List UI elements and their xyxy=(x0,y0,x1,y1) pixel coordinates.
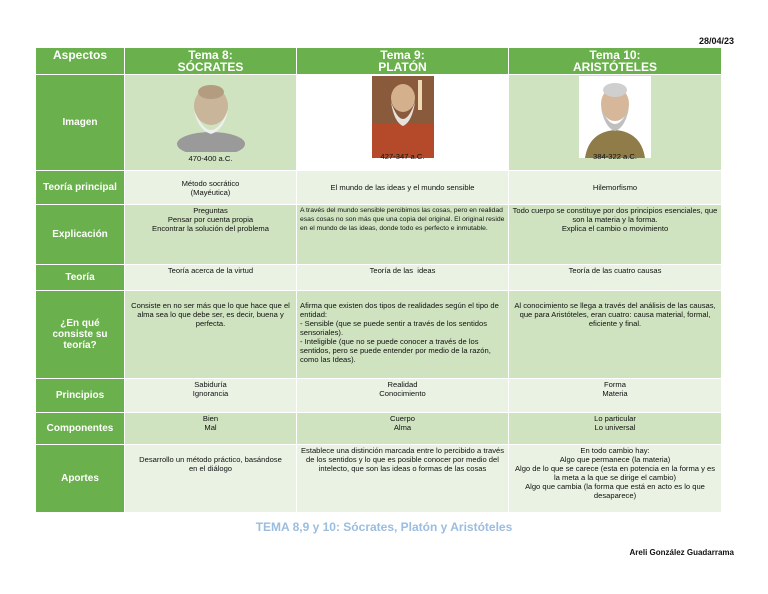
comparison-table xyxy=(35,47,722,513)
cell-aportes-platon: Establece una distinción marcada entre lo percibido a través de los sentidos y lo que es posible conocer por medio del intelecto, que son las ideas o formas de las cosas xyxy=(297,445,509,513)
cell-imagen-platon xyxy=(297,75,509,171)
socrates-portrait-image xyxy=(174,80,248,152)
row-explicacion xyxy=(36,205,722,265)
header-platon xyxy=(297,48,509,75)
row-aportes xyxy=(36,445,722,513)
cell-explicacion-aristoteles: Todo cuerpo se constituye por dos principios esenciales, que son la materia y la forma. Explica el cambio o movimiento xyxy=(509,205,722,265)
cell-explicacion-socrates: Preguntas Pensar por cuenta propia Encontrar la solución del problema xyxy=(125,205,297,265)
row-teoria-principal xyxy=(36,171,722,205)
cell-explicacion-platon: A través del mundo sensible percibimos las cosas, pero en realidad esas cosas no son más que una copia del original. El original reside en el mundo de las ideas, donde todo es perfecto e inmutable. xyxy=(297,205,509,265)
rowhead-consiste: ¿En qué consiste su teoría? xyxy=(36,291,125,379)
rowhead-explicacion: Explicación xyxy=(36,205,125,265)
header-socrates xyxy=(125,48,297,75)
cell-imagen-aristoteles xyxy=(509,75,722,171)
rowhead-componentes: Componentes xyxy=(36,413,125,445)
cell-teoria-principal-platon: El mundo de las ideas y el mundo sensible xyxy=(297,171,509,205)
cell-teoria-socrates: Teoría acerca de la virtud xyxy=(125,265,297,291)
header-socrates-topic: Tema 8: xyxy=(188,48,233,62)
aristoteles-dates: 384-322 a.C. xyxy=(593,152,637,161)
cell-consiste-aristoteles: Al conocimiento se llega a través del análisis de las causas, que para Aristóteles, eran cuatro: causa material, formal, eficiente y final. xyxy=(509,291,722,379)
cell-principios-aristoteles: Forma Materia xyxy=(509,379,722,413)
cell-componentes-platon: Cuerpo Alma xyxy=(297,413,509,445)
header-aristoteles xyxy=(509,48,722,75)
platon-portrait-image xyxy=(372,76,434,158)
cell-consiste-socrates: Consiste en no ser más que lo que hace que el alma sea lo que debe ser, es decir, buena y perfecta. xyxy=(125,291,297,379)
header-aristoteles-topic: Tema 10: xyxy=(589,48,641,62)
rowhead-teoria-principal: Teoría principal xyxy=(36,171,125,205)
cell-componentes-socrates: Bien Mal xyxy=(125,413,297,445)
document-title: TEMA 8,9 y 10: Sócrates, Platón y Aristóteles xyxy=(255,520,513,534)
row-teoria xyxy=(36,265,722,291)
cell-teoria-platon: Teoría de las ideas xyxy=(297,265,509,291)
row-consiste xyxy=(36,291,722,379)
row-componentes xyxy=(36,413,722,445)
cell-aportes-aristoteles: En todo cambio hay: Algo que permanece (la materia) Algo de lo que se carece (esta en potencia en la forma y es la meta a la que se dirige el cambio) Algo que cambia (la forma que está en acto es lo que desaparece) xyxy=(509,445,722,513)
cell-imagen-socrates xyxy=(125,75,297,171)
header-platon-topic: Tema 9: xyxy=(380,48,425,62)
cell-consiste-platon: Afirma que existen dos tipos de realidades según el tipo de entidad: - Sensible (que se puede sentir a través de los sentidos sensoriales). - Inteligible (que no se puede conocer a través de los sentidos, pero se puede entender por medio de la razón, como las Ideas). xyxy=(297,291,509,379)
header-aristoteles-name: ARISTÓTELES xyxy=(572,60,657,74)
socrates-dates: 470-400 a.C. xyxy=(188,154,233,163)
cell-teoria-aristoteles: Teoría de las cuatro causas xyxy=(509,265,722,291)
cell-principios-platon: Realidad Conocimiento xyxy=(297,379,509,413)
rowhead-imagen: Imagen xyxy=(36,75,125,171)
header-platon-name: PLATÓN xyxy=(378,60,427,74)
rowhead-aportes: Aportes xyxy=(36,445,125,513)
cell-principios-socrates: Sabiduría Ignorancia xyxy=(125,379,297,413)
aristoteles-portrait-image xyxy=(579,76,651,158)
header-socrates-name: SÓCRATES xyxy=(177,60,244,74)
cell-aportes-socrates: Desarrollo un método práctico, basándose en el diálogo xyxy=(125,445,297,513)
rowhead-principios: Principios xyxy=(36,379,125,413)
header-aspects: Aspectos xyxy=(36,48,125,75)
platon-dates: 427-347 a.C. xyxy=(380,152,425,161)
row-imagen xyxy=(36,75,722,171)
date: 28/04/23 xyxy=(698,36,734,46)
cell-componentes-aristoteles: Lo particular Lo universal xyxy=(509,413,722,445)
author-name: Areli González Guadarrama xyxy=(629,548,734,557)
cell-teoria-principal-aristoteles: Hilemorfismo xyxy=(509,171,722,205)
row-principios xyxy=(36,379,722,413)
cell-teoria-principal-socrates: Método socrático (Mayéutica) xyxy=(125,171,297,205)
header-row xyxy=(36,48,722,75)
rowhead-teoria: Teoría xyxy=(36,265,125,291)
